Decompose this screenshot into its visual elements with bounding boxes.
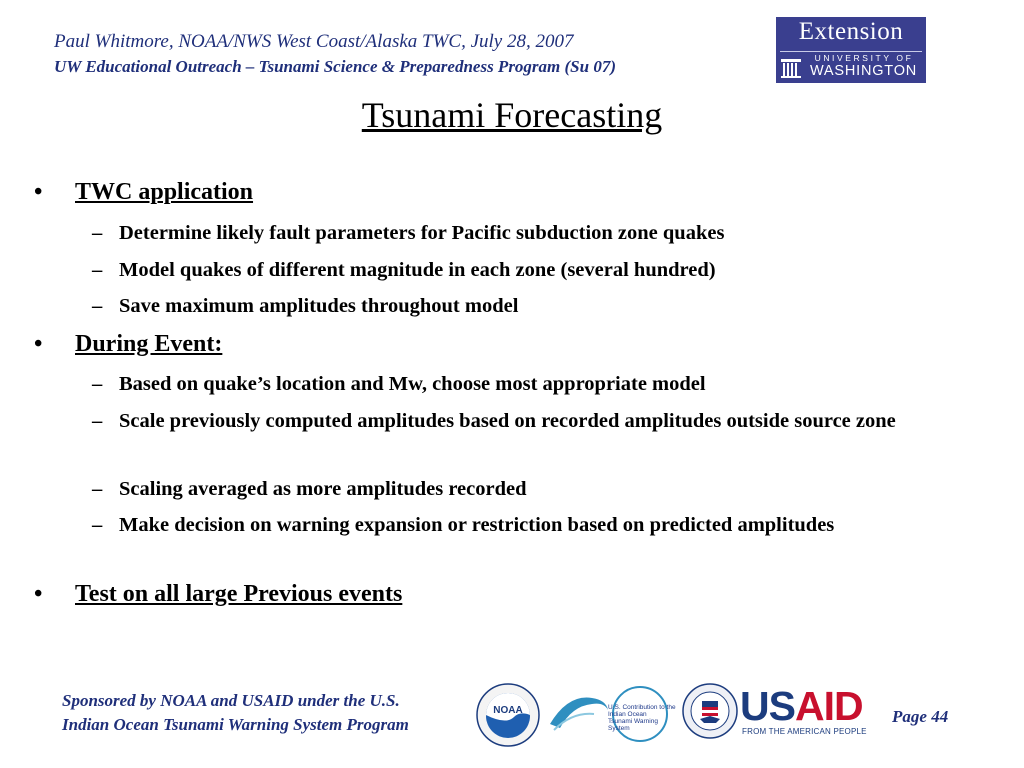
sub-bullet-dash: – <box>92 373 103 395</box>
usaid-wordmark <box>740 683 863 729</box>
usaid-us: US <box>740 683 795 729</box>
sub-bullet-dash: – <box>92 295 103 317</box>
bullet-text: TWC application <box>75 179 254 205</box>
usaid-tagline: FROM THE AMERICAN PEOPLE <box>742 727 867 736</box>
bullet-dot: • <box>34 179 43 205</box>
usaid-aid: AID <box>794 683 863 729</box>
sub-bullet-dash: – <box>92 410 103 432</box>
iotws-logo <box>548 684 676 744</box>
iotws-caption <box>608 704 676 732</box>
sub-bullet-item <box>92 291 972 322</box>
iotws-line-1: U.S. Contribution to the <box>608 704 676 711</box>
sponsor-line-1: Sponsored by NOAA and USAID under the U.S. <box>62 691 400 710</box>
noaa-logo <box>476 683 540 747</box>
bullet-dot: • <box>34 331 43 357</box>
bullet-dot: • <box>34 581 43 607</box>
sub-bullet-dash: – <box>92 259 103 281</box>
uw-w-icon <box>780 57 802 79</box>
sub-bullet-dash: – <box>92 478 103 500</box>
sub-bullet-item <box>92 510 972 541</box>
extension-divider <box>780 51 922 52</box>
sub-bullet-item <box>92 218 972 249</box>
bullet-text: During Event: <box>75 331 223 357</box>
sponsor-line-2: Indian Ocean Tsunami Warning System Program <box>62 715 409 734</box>
iotws-line-4: System <box>608 725 630 732</box>
sub-bullet-text: Scale previously computed amplitudes based on recorded amplitudes outside source zone <box>119 410 896 432</box>
page-number-value: 44 <box>931 707 949 726</box>
sub-bullet-item <box>92 255 972 286</box>
bullet-text: Test on all large Previous events <box>75 581 403 607</box>
washington-text: WASHINGTON <box>809 63 918 79</box>
agency-seal-icon <box>682 683 738 739</box>
sub-bullet-item <box>92 474 972 505</box>
sub-bullet-text: Scaling averaged as more amplitudes recorded <box>119 478 527 500</box>
extension-word: Extension <box>798 18 904 45</box>
iotws-line-3: Tsunami Warning <box>608 718 658 725</box>
program-credit: UW Educational Outreach – Tsunami Science & Preparedness Program (Su 07) <box>54 57 617 76</box>
sub-bullet-text: Save maximum amplitudes throughout model <box>119 295 519 317</box>
noaa-word: NOAA <box>493 705 523 716</box>
usaid-logo <box>740 683 870 738</box>
university-of-text: UNIVERSITY OF <box>814 53 914 63</box>
sponsor-note <box>62 689 409 737</box>
page-number <box>892 707 948 727</box>
iotws-line-2: Indian Ocean <box>608 711 647 718</box>
slide-title: Tsunami Forecasting <box>361 95 663 135</box>
sub-bullet-text: Make decision on warning expansion or restriction based on predicted amplitudes <box>119 514 835 536</box>
sub-bullet-item <box>92 369 972 400</box>
sub-bullet-text: Determine likely fault parameters for Pacific subduction zone quakes <box>119 222 725 244</box>
sub-bullet-text: Model quakes of different magnitude in each zone (several hundred) <box>119 259 716 281</box>
sub-bullet-text: Based on quake’s location and Mw, choose most appropriate model <box>119 373 706 395</box>
sub-bullet-item <box>92 406 972 437</box>
uw-extension-logo <box>776 17 926 83</box>
sub-bullet-dash: – <box>92 222 103 244</box>
sub-bullet-dash: – <box>92 514 103 536</box>
page-label-text: Page <box>892 707 927 726</box>
presenter-credit: Paul Whitmore, NOAA/NWS West Coast/Alaska TWC, July 28, 2007 <box>54 31 574 52</box>
